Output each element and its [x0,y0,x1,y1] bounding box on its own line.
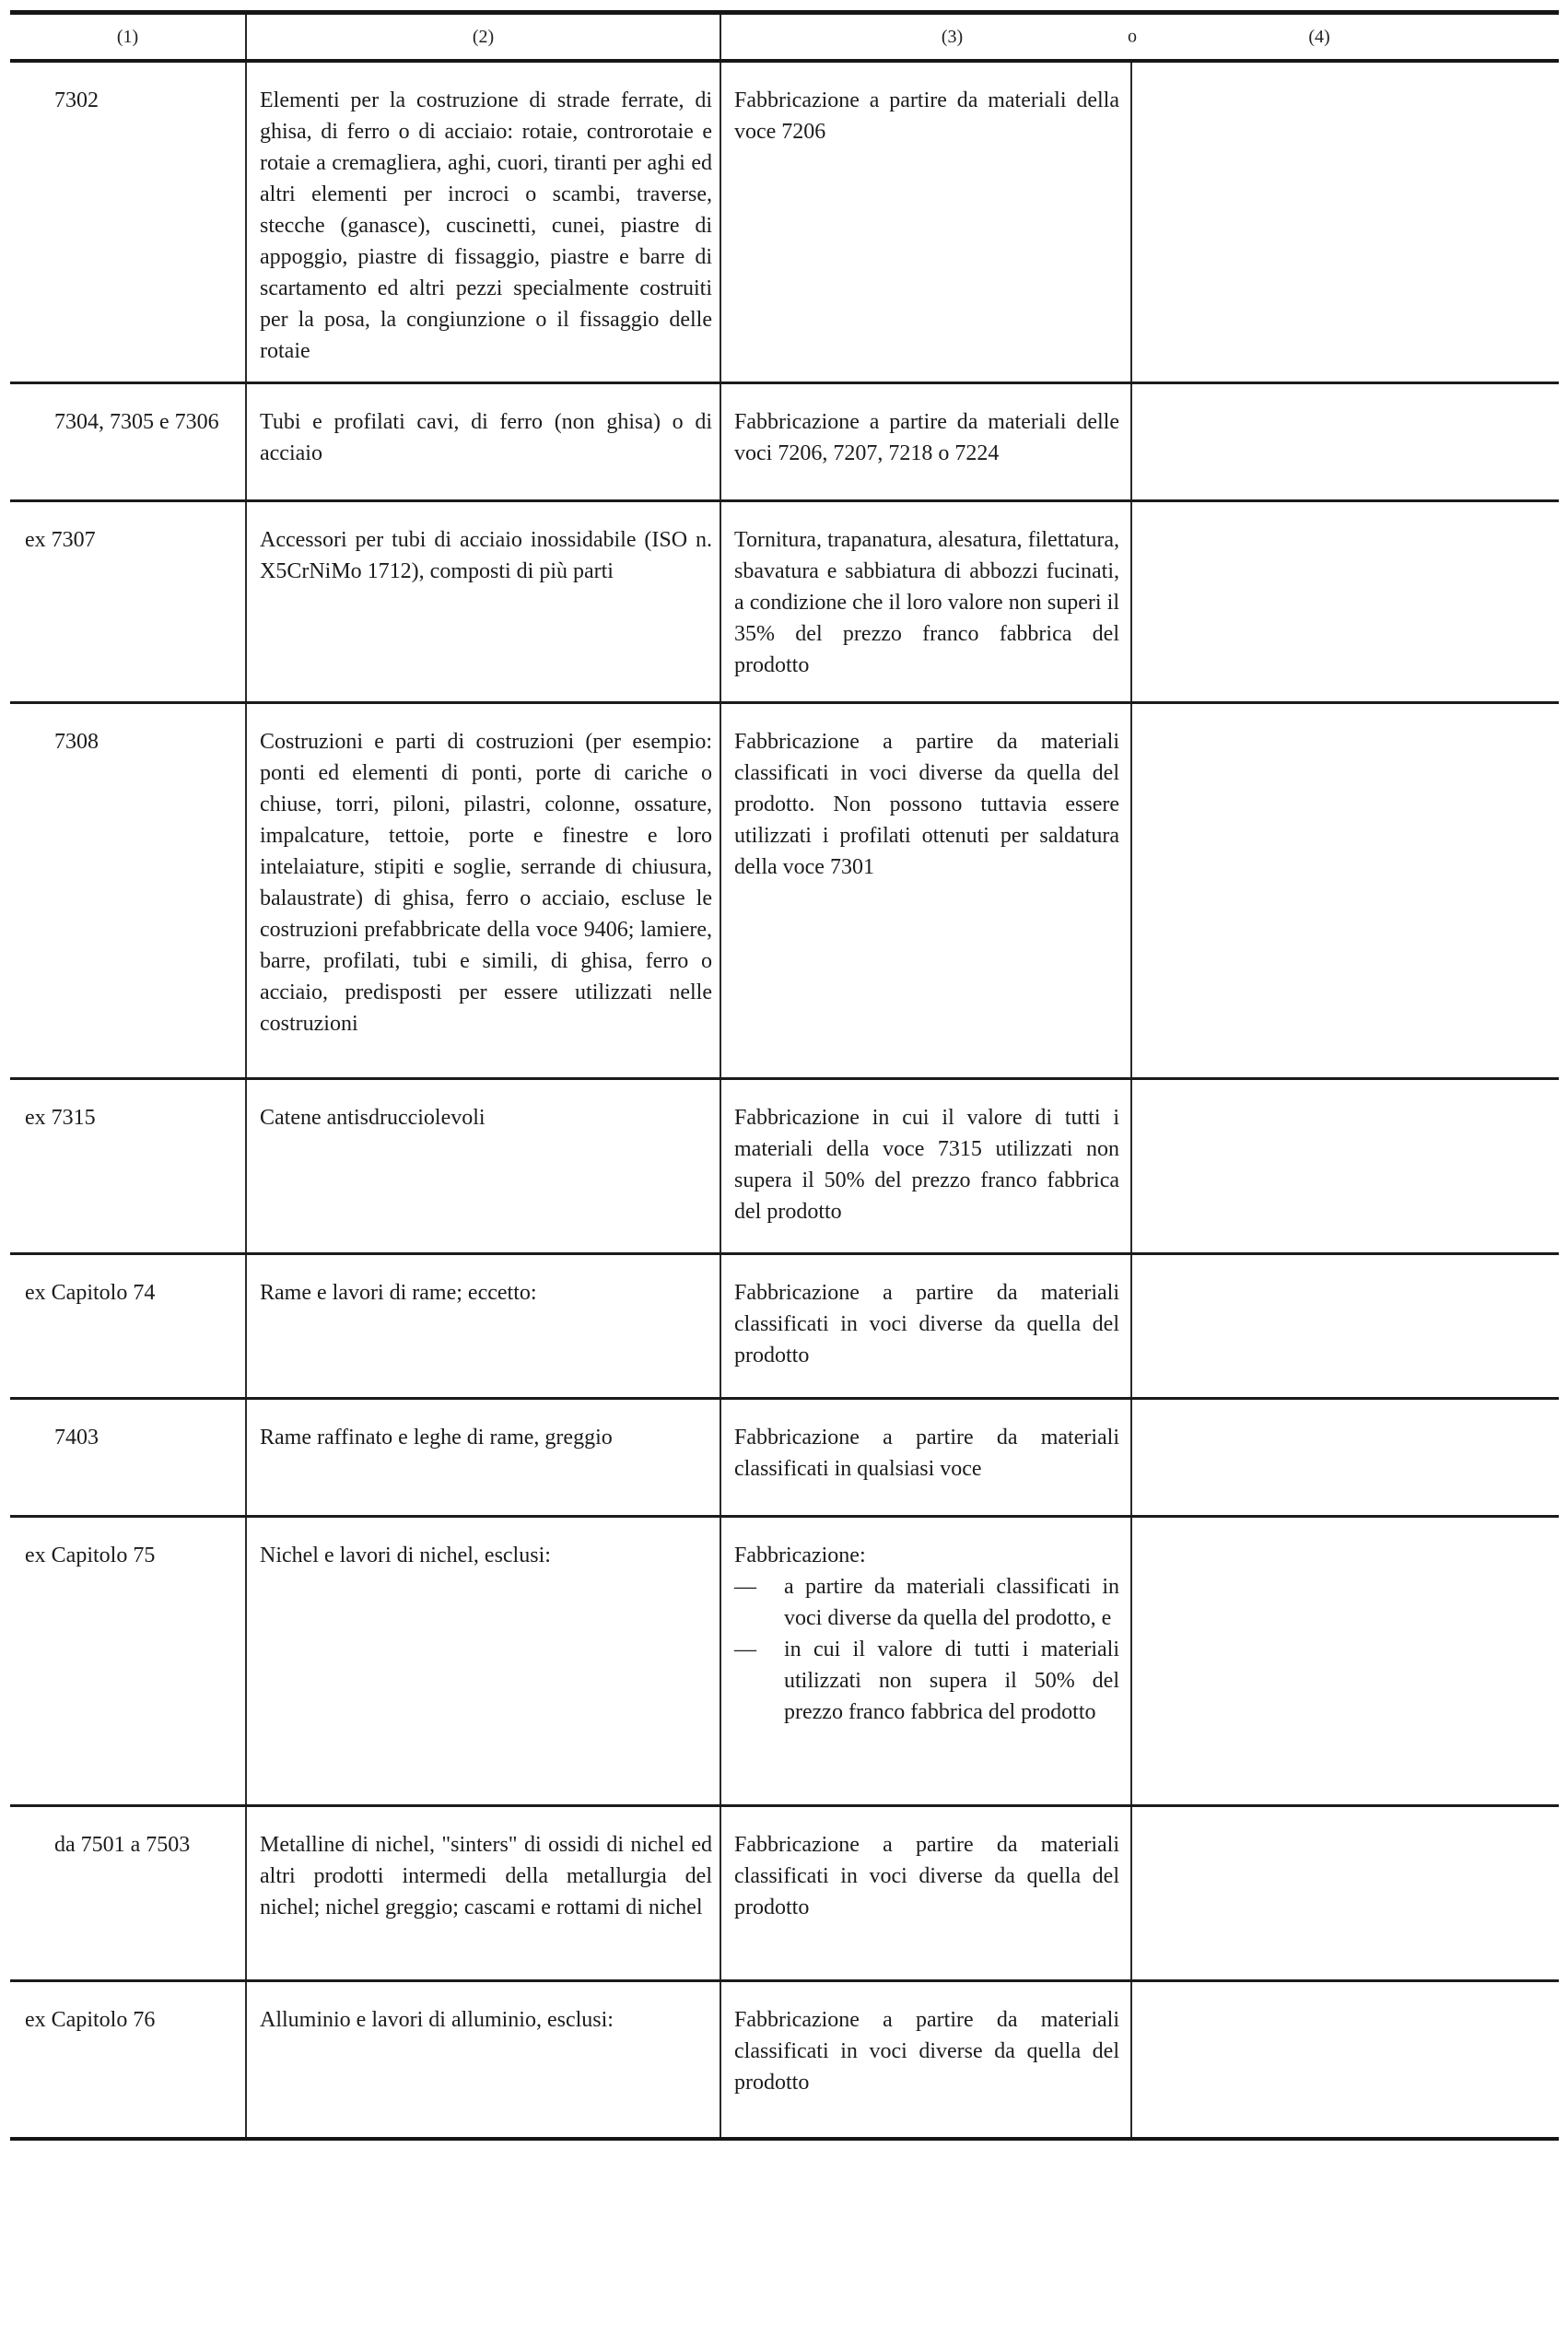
origin-rule-list-item [734,1634,1119,1728]
row-heading: ex Capitolo 76 [25,2008,156,2032]
rule-alt-cell [1130,1255,1559,1397]
heading-cell [10,1518,245,1804]
table-row [10,502,1559,704]
origin-rule-item-text: in cui il valore di tutti i materiali utilizzati non supera il 50% del prezzo franco fabbrica del prodotto [784,1638,1119,1724]
table-row [10,1255,1559,1400]
heading-cell [10,502,245,701]
heading-cell [10,1080,245,1252]
table-row [10,1982,1559,2141]
origin-rule: Fabbricazione a partire da materiali classificati in voci diverse da quella del prodotto [734,2008,1119,2095]
table-row [10,1400,1559,1518]
origin-rule-item-text: a partire da materiali classificati in voci diverse da quella del prodotto, e [784,1575,1119,1630]
heading-cell [10,1982,245,2137]
row-heading: 7304, 7305 e 7306 [54,410,219,434]
table-row [10,1518,1559,1807]
or-separator-label: o [1128,26,1137,47]
column-header-2-label: (2) [472,26,495,47]
rule-alt-cell [1130,1518,1559,1804]
product-description: Rame e lavori di rame; eccetto: [260,1281,537,1305]
dash-bullet: — [734,1575,756,1599]
description-cell [245,1518,720,1804]
product-description: Accessori per tubi di acciaio inossidabile (ISO n. X5CrNiMo 1712), composti di più parti [260,528,712,583]
heading-cell [10,384,245,499]
product-description: Costruzioni e parti di costruzioni (per esempio: ponti ed elementi di ponti, porte di cariche o chiuse, torri, piloni, pilastri, colonne, ossature, impalcature, tettoie, porte e finestre e loro intelaiature, stipiti e soglie, serrande di chiusura, balaustrate) di ghisa, ferro o acciaio, escluse le costruzioni prefabbricate della voce 9406; lamiere, barre, profilati, tubi e simili, di ghisa, ferro o acciaio, predisposti per essere utilizzati nelle costruzioni [260,730,712,1036]
description-cell [245,1255,720,1397]
description-cell [245,1982,720,2137]
rule-alt-cell [1130,704,1559,1077]
product-description: Tubi e profilati cavi, di ferro (non ghisa) o di acciaio [260,410,712,465]
table-row [10,1080,1559,1255]
row-heading: ex Capitolo 74 [25,1281,156,1305]
rule-cell [720,1080,1130,1252]
origin-rule: Fabbricazione a partire da materiali della voce 7206 [734,88,1119,144]
rule-alt-cell [1130,1982,1559,2137]
column-header-3-label: (3) [941,26,964,47]
heading-cell [10,63,245,382]
rule-cell [720,1400,1130,1515]
description-cell [245,1807,720,1979]
column-header-3 [721,15,1131,59]
heading-cell [10,1807,245,1979]
origin-rule: Fabbricazione a partire da materiali delle voci 7206, 7207, 7218 o 7224 [734,410,1119,465]
rule-cell [720,1518,1130,1804]
rule-cell [720,1255,1130,1397]
product-description: Metalline di nichel, "sinters" di ossidi di nichel ed altri prodotti intermedi della metallurgia del nichel; nichel greggio; cascami e rottami di nichel [260,1833,712,1919]
row-heading: ex Capitolo 75 [25,1544,156,1567]
row-heading: 7308 [54,730,99,754]
product-description: Alluminio e lavori di alluminio, esclusi: [260,2008,614,2032]
rule-cell [720,1982,1130,2137]
rule-alt-cell [1130,1807,1559,1979]
origin-rule: Fabbricazione a partire da materiali classificati in voci diverse da quella del prodotto [734,1281,1119,1368]
table-row [10,704,1559,1080]
product-description: Catene antisdrucciolevoli [260,1106,486,1130]
table-row [10,384,1559,502]
column-header-4 [1131,15,1559,59]
column-header-1 [10,15,245,59]
rule-alt-cell [1130,63,1559,382]
rule-alt-cell [1130,384,1559,499]
dash-bullet: — [734,1638,756,1661]
origin-rule-list-item [734,1571,1119,1634]
origin-rule: Fabbricazione a partire da materiali classificati in qualsiasi voce [734,1426,1119,1481]
row-heading: 7403 [54,1426,99,1450]
heading-cell [10,1400,245,1515]
heading-cell [10,704,245,1077]
description-cell [245,502,720,701]
rule-cell [720,1807,1130,1979]
rule-alt-cell [1130,1080,1559,1252]
rule-alt-cell [1130,502,1559,701]
row-heading: ex 7307 [25,528,96,552]
column-header-4-label: (4) [1308,26,1330,47]
rule-cell [720,704,1130,1077]
description-cell [245,384,720,499]
row-heading: ex 7315 [25,1106,96,1130]
origin-rule: Fabbricazione in cui il valore di tutti i materiali della voce 7315 utilizzati non supera il 50% del prezzo franco fabbrica del prodotto [734,1106,1119,1224]
origin-rule: Fabbricazione a partire da materiali classificati in voci diverse da quella del prodotto. Non possono tuttavia essere utilizzati i profilati ottenuti per saldatura della voce 7301 [734,730,1119,879]
heading-cell [10,1255,245,1397]
product-description: Elementi per la costruzione di strade ferrate, di ghisa, di ferro o di acciaio: rotaie, controrotaie e rotaie a cremagliera, aghi, cuori, tiranti per aghi ed altri elementi per incroci o scambi, traverse, stecche (ganasce), cuscinetti, cunei, piastre di appoggio, piastre di fissaggio, piastre e barre di scartamento ed altri pezzi specialmente costruiti per la posa, la congiunzione o il fissaggio delle rotaie [260,88,712,363]
origin-rules-table [10,10,1559,2141]
product-description: Nichel e lavori di nichel, esclusi: [260,1544,551,1567]
column-header-3-4-group [720,15,1559,59]
rule-alt-cell [1130,1400,1559,1515]
table-header-row [10,15,1559,63]
row-heading: 7302 [54,88,99,112]
description-cell [245,1080,720,1252]
row-heading: da 7501 a 7503 [54,1833,191,1857]
column-header-1-label: (1) [116,26,139,47]
origin-rule-intro: Fabbricazione: [734,1544,866,1567]
rule-cell [720,384,1130,499]
description-cell [245,63,720,382]
description-cell [245,704,720,1077]
origin-rule: Fabbricazione a partire da materiali classificati in voci diverse da quella del prodotto [734,1833,1119,1919]
description-cell [245,1400,720,1515]
rule-cell [720,502,1130,701]
product-description: Rame raffinato e leghe di rame, greggio [260,1426,613,1450]
column-header-2 [245,15,720,59]
origin-rule: Tornitura, trapanatura, alesatura, filettatura, sbavatura e sabbiatura di abbozzi fucinati, a condizione che il loro valore non superi il 35% del prezzo franco fabbrica del prodotto [734,528,1119,677]
rule-cell [720,63,1130,382]
table-row [10,1807,1559,1982]
table-row [10,63,1559,384]
